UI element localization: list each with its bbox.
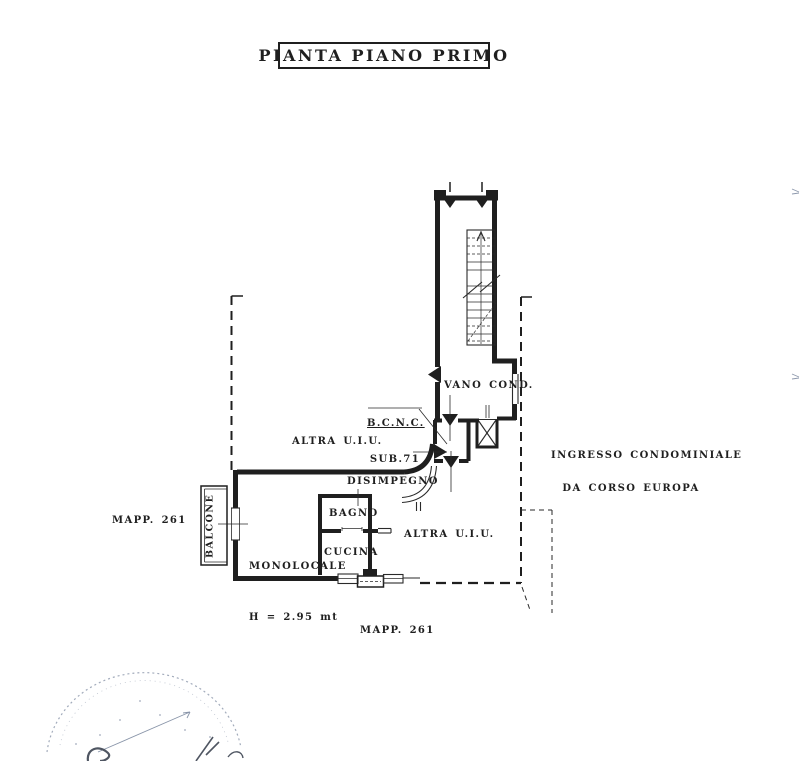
bcnc-code: B.C.N.C. — [367, 418, 425, 429]
room-label-monolocale — [249, 524, 347, 660]
room-label-bagno: BAGNO — [329, 508, 379, 519]
annotation-ingresso — [551, 428, 743, 516]
room-label-altra-uiu-left: ALTRA U.I.U. — [292, 436, 383, 447]
room-label-disimpegno: DISIMPEGNO — [347, 476, 439, 487]
stair-break-line — [463, 282, 482, 298]
room-label-cucina: CUCINA — [324, 547, 379, 558]
bcnc-sub: SUB.71 — [369, 454, 421, 465]
monolocale-name: MONOLOCALE — [249, 561, 347, 572]
title-box — [258, 42, 510, 69]
rubber-stamp — [47, 673, 243, 761]
window-symbol-icon — [443, 182, 489, 208]
elevator-shaft — [477, 405, 497, 447]
room-label-altra-uiu-right: ALTRA U.I.U. — [404, 529, 495, 540]
room-label-balcone: BALCONE — [204, 493, 216, 559]
monolocale-height: H = 2.95 mt — [249, 612, 339, 623]
room-label-vano-cond: VANO COND. — [444, 380, 534, 391]
staircase — [463, 230, 500, 345]
door-swing-icon — [428, 366, 441, 383]
scan-artifacts — [792, 189, 799, 379]
stairwell-block — [434, 182, 500, 363]
annotation-mapp-bottom: MAPP. 261 — [360, 625, 435, 636]
ingresso-line2: DA CORSO EUROPA — [562, 483, 700, 494]
annotation-mapp-left: MAPP. 261 — [112, 515, 187, 526]
page-title: PIANTA PIANO PRIMO — [258, 46, 510, 65]
ingresso-line1: INGRESSO CONDOMINIALE — [551, 450, 743, 461]
